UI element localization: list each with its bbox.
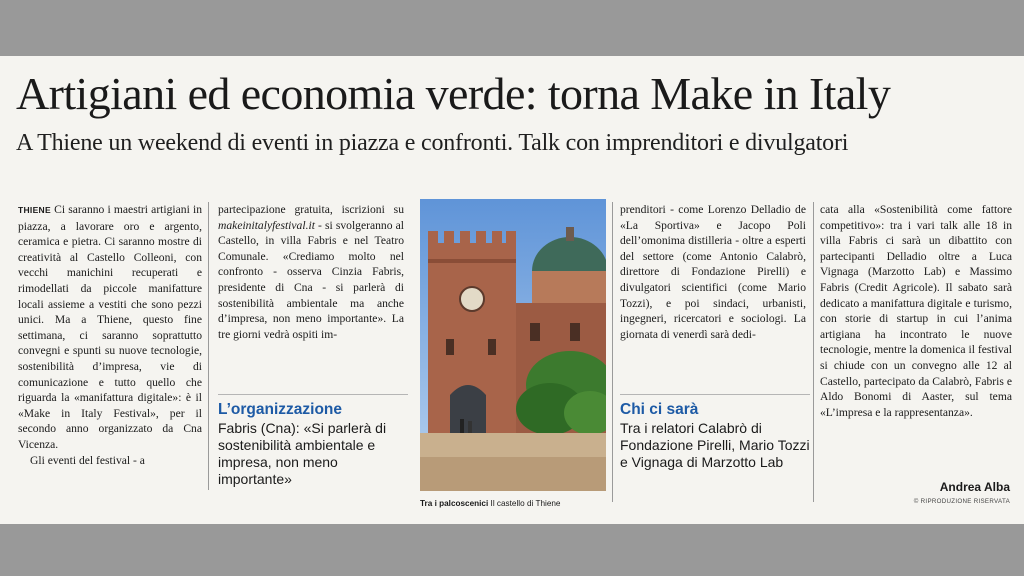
article-column-4	[820, 202, 1012, 420]
box-chi-ci-sara-text: Tra i relatori Calabrò di Fondazione Pirelli, Mario Tozzi e Vignaga di Marzotto Lab	[620, 420, 810, 470]
column-2-paragraph	[218, 202, 404, 342]
castle-illustration	[420, 199, 606, 491]
column-divider	[612, 202, 613, 502]
caption-label: Tra i palcoscenici	[420, 499, 489, 508]
column-1-paragraph	[18, 202, 202, 453]
photo-caption	[420, 498, 606, 509]
column-3-text: prenditori - come Lorenzo Delladio de «La Sportiva» e Jacopo Poli dell’omonima distilleria - oltre a esperti del settore (come Antonio Calabrò, direttore di Fondazione Pirelli) e divulgatori scientifici (come Mario Tozzi), e poi sindaci, urbanisti, ingegneri, ricercatori e sociologi. La giornata di venerdì sarà dedi-	[620, 203, 806, 341]
castle-photo	[420, 199, 606, 491]
article-column-2	[218, 202, 404, 342]
column-divider	[208, 202, 209, 490]
box-organizzazione	[218, 394, 408, 488]
column-1-text: Ci saranno i maestri artigiani in piazza, a lavorare oro e argento, ceramica e pietra. Ci saranno mostre di creatività al Castello Colleoni, con vecchi manichini recuperati e rimodellati da piccole manifatture locali assieme a vestiti che sono pezzi unici. Ma a Thiene, questo fine settimana, ci saranno soprattutto convegni e spunti su nuove tecnologie, sostenibilità d’impresa, vie di comunicazione e tutto quello che riguarda la «manifattura digitale»: è il «Make in Italy Festival», per il secondo anno organizzato da Cna Vicenza.	[18, 203, 202, 451]
newspaper-clipping	[0, 56, 1024, 524]
column-2-text-a: partecipazione gratuita, iscrizioni su	[218, 203, 404, 216]
column-4-text: cata alla «Sostenibilità come fattore competitivo»: tra i vari talk alle 18 in villa Fabris ci sarà un dibattito con partecipanti Delladio oltre a Luca Vignaga (Marzotto Lab) e Massimo Fabris (Credit Agricole). Il sabato sarà dedicato a manifattura digitale e turismo, con storie di startup in cui l’anima artigiana ha incontrato le nuove tecnologie, mentre la domenica il festival si chiude con un convegno alle 12 al Castello, partecipato da Calabrò, Fabris e Aldo Bonomi di Aaster, sul tema «L’impresa e la rappresentanza».	[820, 203, 1012, 419]
column-divider	[813, 202, 814, 502]
bottom-gray-band	[0, 524, 1024, 576]
article-headline: Artigiani ed economia verde: torna Make in Italy	[16, 68, 891, 119]
article-subheadline: A Thiene un weekend di eventi in piazza e confronti. Talk con imprenditori e divulgatori	[16, 130, 849, 156]
box-chi-ci-sara	[620, 394, 810, 471]
article-column-3	[620, 202, 806, 342]
dateline: THIENE	[18, 205, 51, 215]
top-gray-band	[0, 0, 1024, 56]
box-organizzazione-text: Fabris (Cna): «Si parlerà di sostenibilità ambientale e impresa, non meno importante»	[218, 420, 387, 487]
article-column-1	[18, 202, 202, 468]
author-byline: Andrea Alba	[939, 480, 1010, 494]
column-1-paragraph-2: Gli eventi del festival - a	[30, 453, 145, 467]
copyright-notice: © RIPRODUZIONE RISERVATA	[913, 498, 1010, 505]
festival-website: makeinitalyfestival.it	[218, 218, 315, 232]
column-2-text-b: - si svolgeranno al Castello, in villa Fabris e nel Teatro Comunale. «Crediamo molto nel confronto - osserva Cinzia Fabris, presidente di Cna - si parlerà di sostenibilità ambientale ma anche d’impresa, non meno importante». La tre giorni vedrà ospiti im-	[218, 218, 404, 341]
box-chi-ci-sara-title: Chi ci sarà	[620, 401, 699, 418]
caption-text: Il castello di Thiene	[488, 499, 561, 508]
box-organizzazione-title: L’organizzazione	[218, 401, 343, 418]
